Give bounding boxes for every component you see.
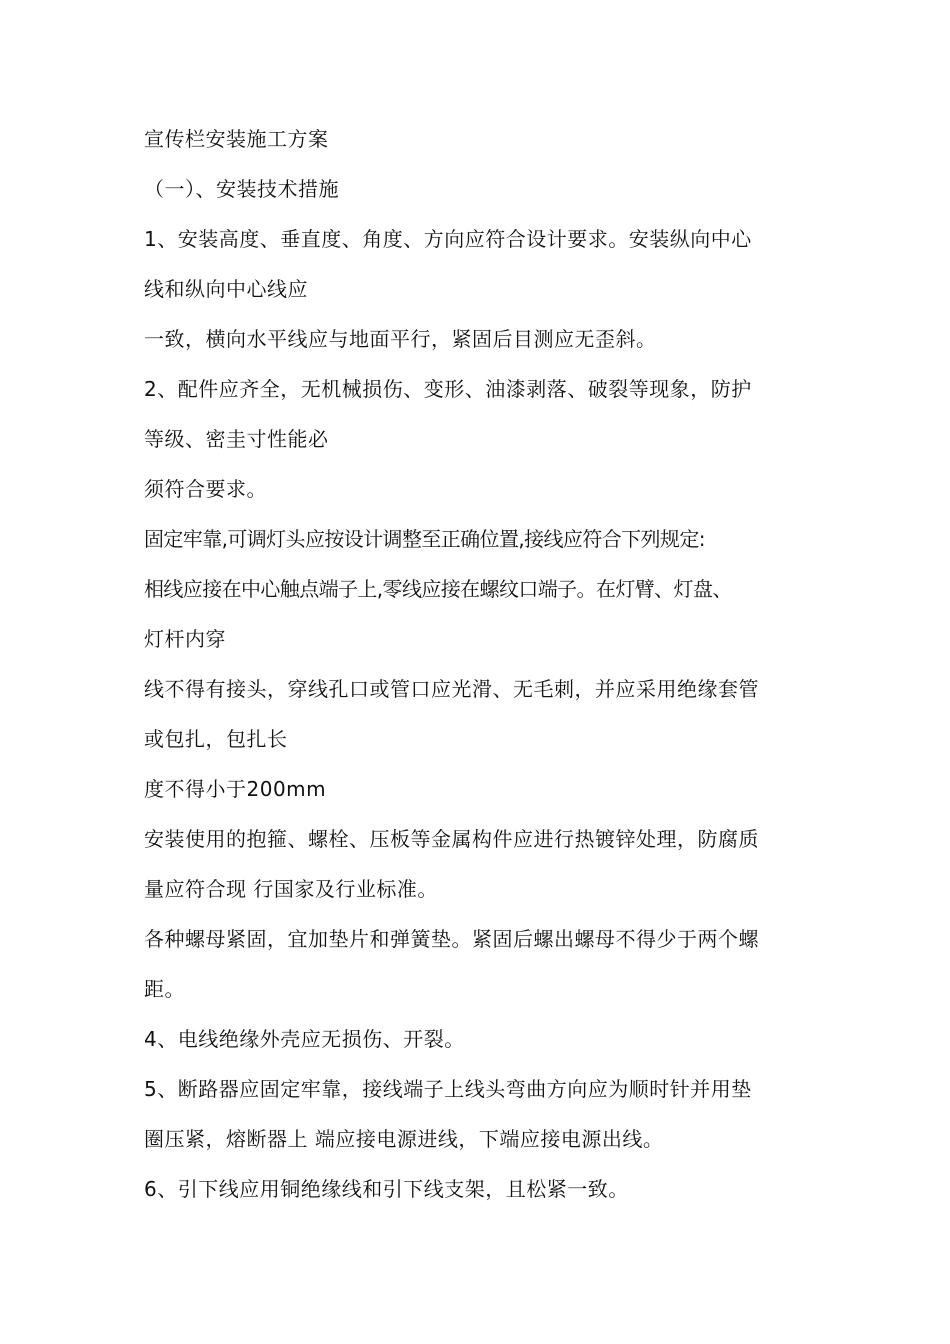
text-line: 1、安装高度、垂直度、角度、方向应符合设计要求。安装纵向中心 xyxy=(144,227,752,251)
text-line: 各种螺母紧固，宜加垫片和弹簧垫。紧固后螺出螺母不得少于两个螺 xyxy=(144,927,759,951)
text-line: 相线应接在中心触点端子上,零线应接在螺纹口端子。在灯臂、灯盘、 xyxy=(144,577,732,601)
text-line: 4、电线绝缘外壳应无损伤、开裂。 xyxy=(144,1027,465,1051)
text-line: 6、引下线应用铜绝缘线和引下线支架，且松紧一致。 xyxy=(144,1177,629,1201)
text-line: 等级、密圭寸性能必 xyxy=(144,427,329,451)
section-heading: （一）、安装技术措施 xyxy=(144,177,339,201)
text-line: 须符合要求。 xyxy=(144,477,267,501)
document-body xyxy=(144,114,824,1214)
text-line: 2、配件应齐全，无机械损伤、变形、油漆剥落、破裂等现象，防护 xyxy=(144,377,752,401)
text-line: 距。 xyxy=(144,977,185,1001)
text-line: 安装使用的抱箍、螺栓、压板等金属构件应进行热镀锌处理，防腐质 xyxy=(144,827,759,851)
text-line: 灯杆内穿 xyxy=(144,627,226,651)
text-line: 线不得有接头，穿线孔口或管口应光滑、无毛刺，并应采用绝缘套管 xyxy=(144,677,759,701)
text-line: 一致，横向水平线应与地面平行，紧固后目测应无歪斜。 xyxy=(144,327,657,351)
text-line: 或包扎，包扎长 xyxy=(144,727,288,751)
text-line: 量应符合现 行国家及行业标准。 xyxy=(144,877,438,901)
text-line: 度不得小于200mm xyxy=(144,777,327,801)
text-line: 固定牢靠,可调灯头应按设计调整至正确位置,接线应符合下列规定: xyxy=(144,527,705,551)
text-line: 圈压紧，熔断器上 端应接电源进线，下端应接电源出线。 xyxy=(144,1127,664,1151)
text-line: 5、断路器应固定牢靠，接线端子上线头弯曲方向应为顺时针并用垫 xyxy=(144,1077,752,1101)
text-line: 线和纵向中心线应 xyxy=(144,277,308,301)
document-title: 宣传栏安装施工方案 xyxy=(144,127,329,151)
